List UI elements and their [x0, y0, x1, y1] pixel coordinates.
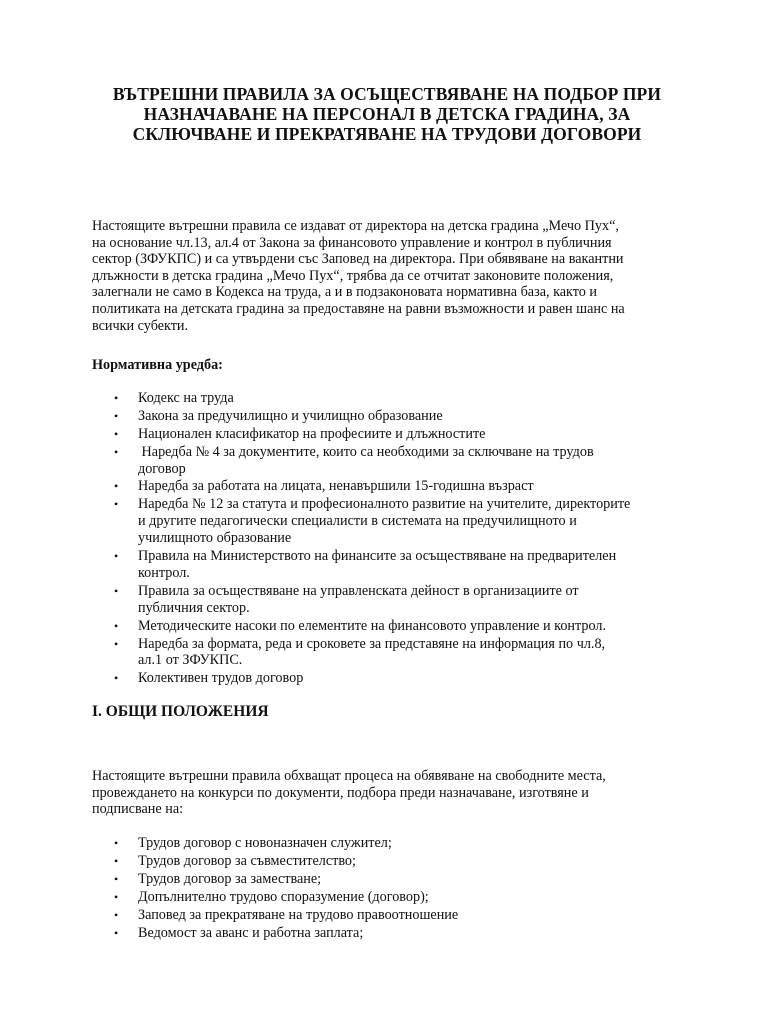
document-page	[92, 84, 682, 943]
title-line-2: НАЗНАЧАВАНЕ НА ПЕРСОНАЛ В ДЕТСКА ГРАДИНА, ЗА	[143, 104, 631, 124]
bullet-icon: •	[114, 636, 119, 651]
section-line: подписване на:	[92, 801, 184, 818]
list-item: • Трудов договор с новоназначен служител;	[114, 834, 392, 851]
section-line: провеждането на конкурси по документи, подбора преди назначаване, изготвяне и	[92, 784, 589, 801]
intro-line: на основание чл.13, ал.4 от Закона за финансовото управление и контрол в публичния	[92, 234, 612, 251]
bullet-icon: •	[114, 835, 119, 850]
bullet-icon: •	[114, 907, 119, 922]
bullet-icon: •	[114, 426, 119, 441]
list-item: • Наредба № 12 за статута и професионалното развитие на учителите, директорите и другите педагогически специалисти в системата на предучилищното и училищното образование	[114, 496, 631, 547]
intro-line: длъжности в детска градина „Мечо Пух“, трябва да се отчитат законовите положения,	[92, 267, 614, 284]
intro-line: сектор (ЗФУКПС) и са утвърдени със Заповед на директора. При обявяване на вакантни	[92, 251, 624, 268]
normative-heading: Нормативна уредба:	[92, 357, 223, 374]
list-item: • Методическите насоки по елементите на финансовото управление и контрол.	[114, 617, 607, 634]
bullet-icon: •	[114, 671, 119, 686]
list-item: • Закона за предучилищно и училищно образование	[114, 407, 443, 424]
normative-list	[92, 390, 682, 687]
title-line-3: СКЛЮЧВАНЕ И ПРЕКРАТЯВАНЕ НА ТРУДОВИ ДОГОВОРИ	[132, 124, 642, 144]
list-item: • Наредба за формата, реда и сроковете за представяне на информация по чл.8, ал.1 от ЗФУКПС.	[114, 635, 606, 669]
bullet-icon: •	[114, 390, 119, 405]
list-item: • Трудов договор за заместване;	[114, 870, 322, 887]
bullet-icon: •	[114, 871, 119, 886]
intro-line: всички субекти.	[92, 317, 189, 334]
intro-line: политиката на детската градина за предоставяне на равни възможности и равен шанс на	[92, 300, 625, 317]
bullet-icon: •	[114, 479, 119, 494]
documents-list	[92, 835, 682, 942]
list-item: • Допълнително трудово споразумение (договор);	[114, 888, 429, 905]
section-paragraph	[92, 768, 682, 818]
bullet-icon: •	[114, 618, 119, 633]
bullet-icon: •	[114, 408, 119, 423]
bullet-icon: •	[114, 853, 119, 868]
list-item: • Правила за осъществяване на управленската дейност в организациите от публичния сектор.	[114, 582, 579, 616]
list-item: • Колективен трудов договор	[114, 670, 304, 687]
bullet-icon: •	[114, 583, 119, 598]
list-item: • Наредба № 4 за документите, които са необходими за сключване на трудов договор	[114, 443, 594, 477]
list-item: • Наредба за работата на лицата, ненавършили 15-годишна възраст	[114, 478, 534, 495]
list-item: • Правила на Министерството на финансите за осъществяване на предварителен контрол.	[114, 548, 617, 581]
section-line: Настоящите вътрешни правила обхващат процеса на обявяване на свободните места,	[92, 768, 606, 785]
bullet-icon: •	[114, 889, 119, 904]
section-heading-general: I. ОБЩИ ПОЛОЖЕНИЯ	[92, 703, 269, 721]
title-line-1: ВЪТРЕШНИ ПРАВИЛА ЗА ОСЪЩЕСТВЯВАНЕ НА ПОДБОР ПРИ	[112, 84, 662, 104]
list-item: • Кодекс на труда	[114, 389, 234, 406]
list-item: • Ведомост за аванс и работна заплата;	[114, 924, 364, 941]
bullet-icon: •	[114, 444, 119, 459]
intro-line: Настоящите вътрешни правила се издават от директора на детска градина „Мечо Пух“,	[92, 218, 619, 234]
intro-paragraph	[92, 218, 682, 334]
list-item: • Заповед за прекратяване на трудово правоотношение	[114, 906, 459, 923]
intro-line: залегнали не само в Кодекса на труда, а и в подзаконовата нормативна база, както и	[92, 284, 598, 301]
list-item: • Трудов договор за съвместителство;	[114, 852, 356, 869]
bullet-icon: •	[114, 549, 119, 564]
bullet-icon: •	[114, 497, 119, 512]
list-item: • Национален класификатор на професиите и длъжностите	[114, 425, 486, 442]
document-title	[92, 84, 682, 144]
bullet-icon: •	[114, 925, 119, 940]
